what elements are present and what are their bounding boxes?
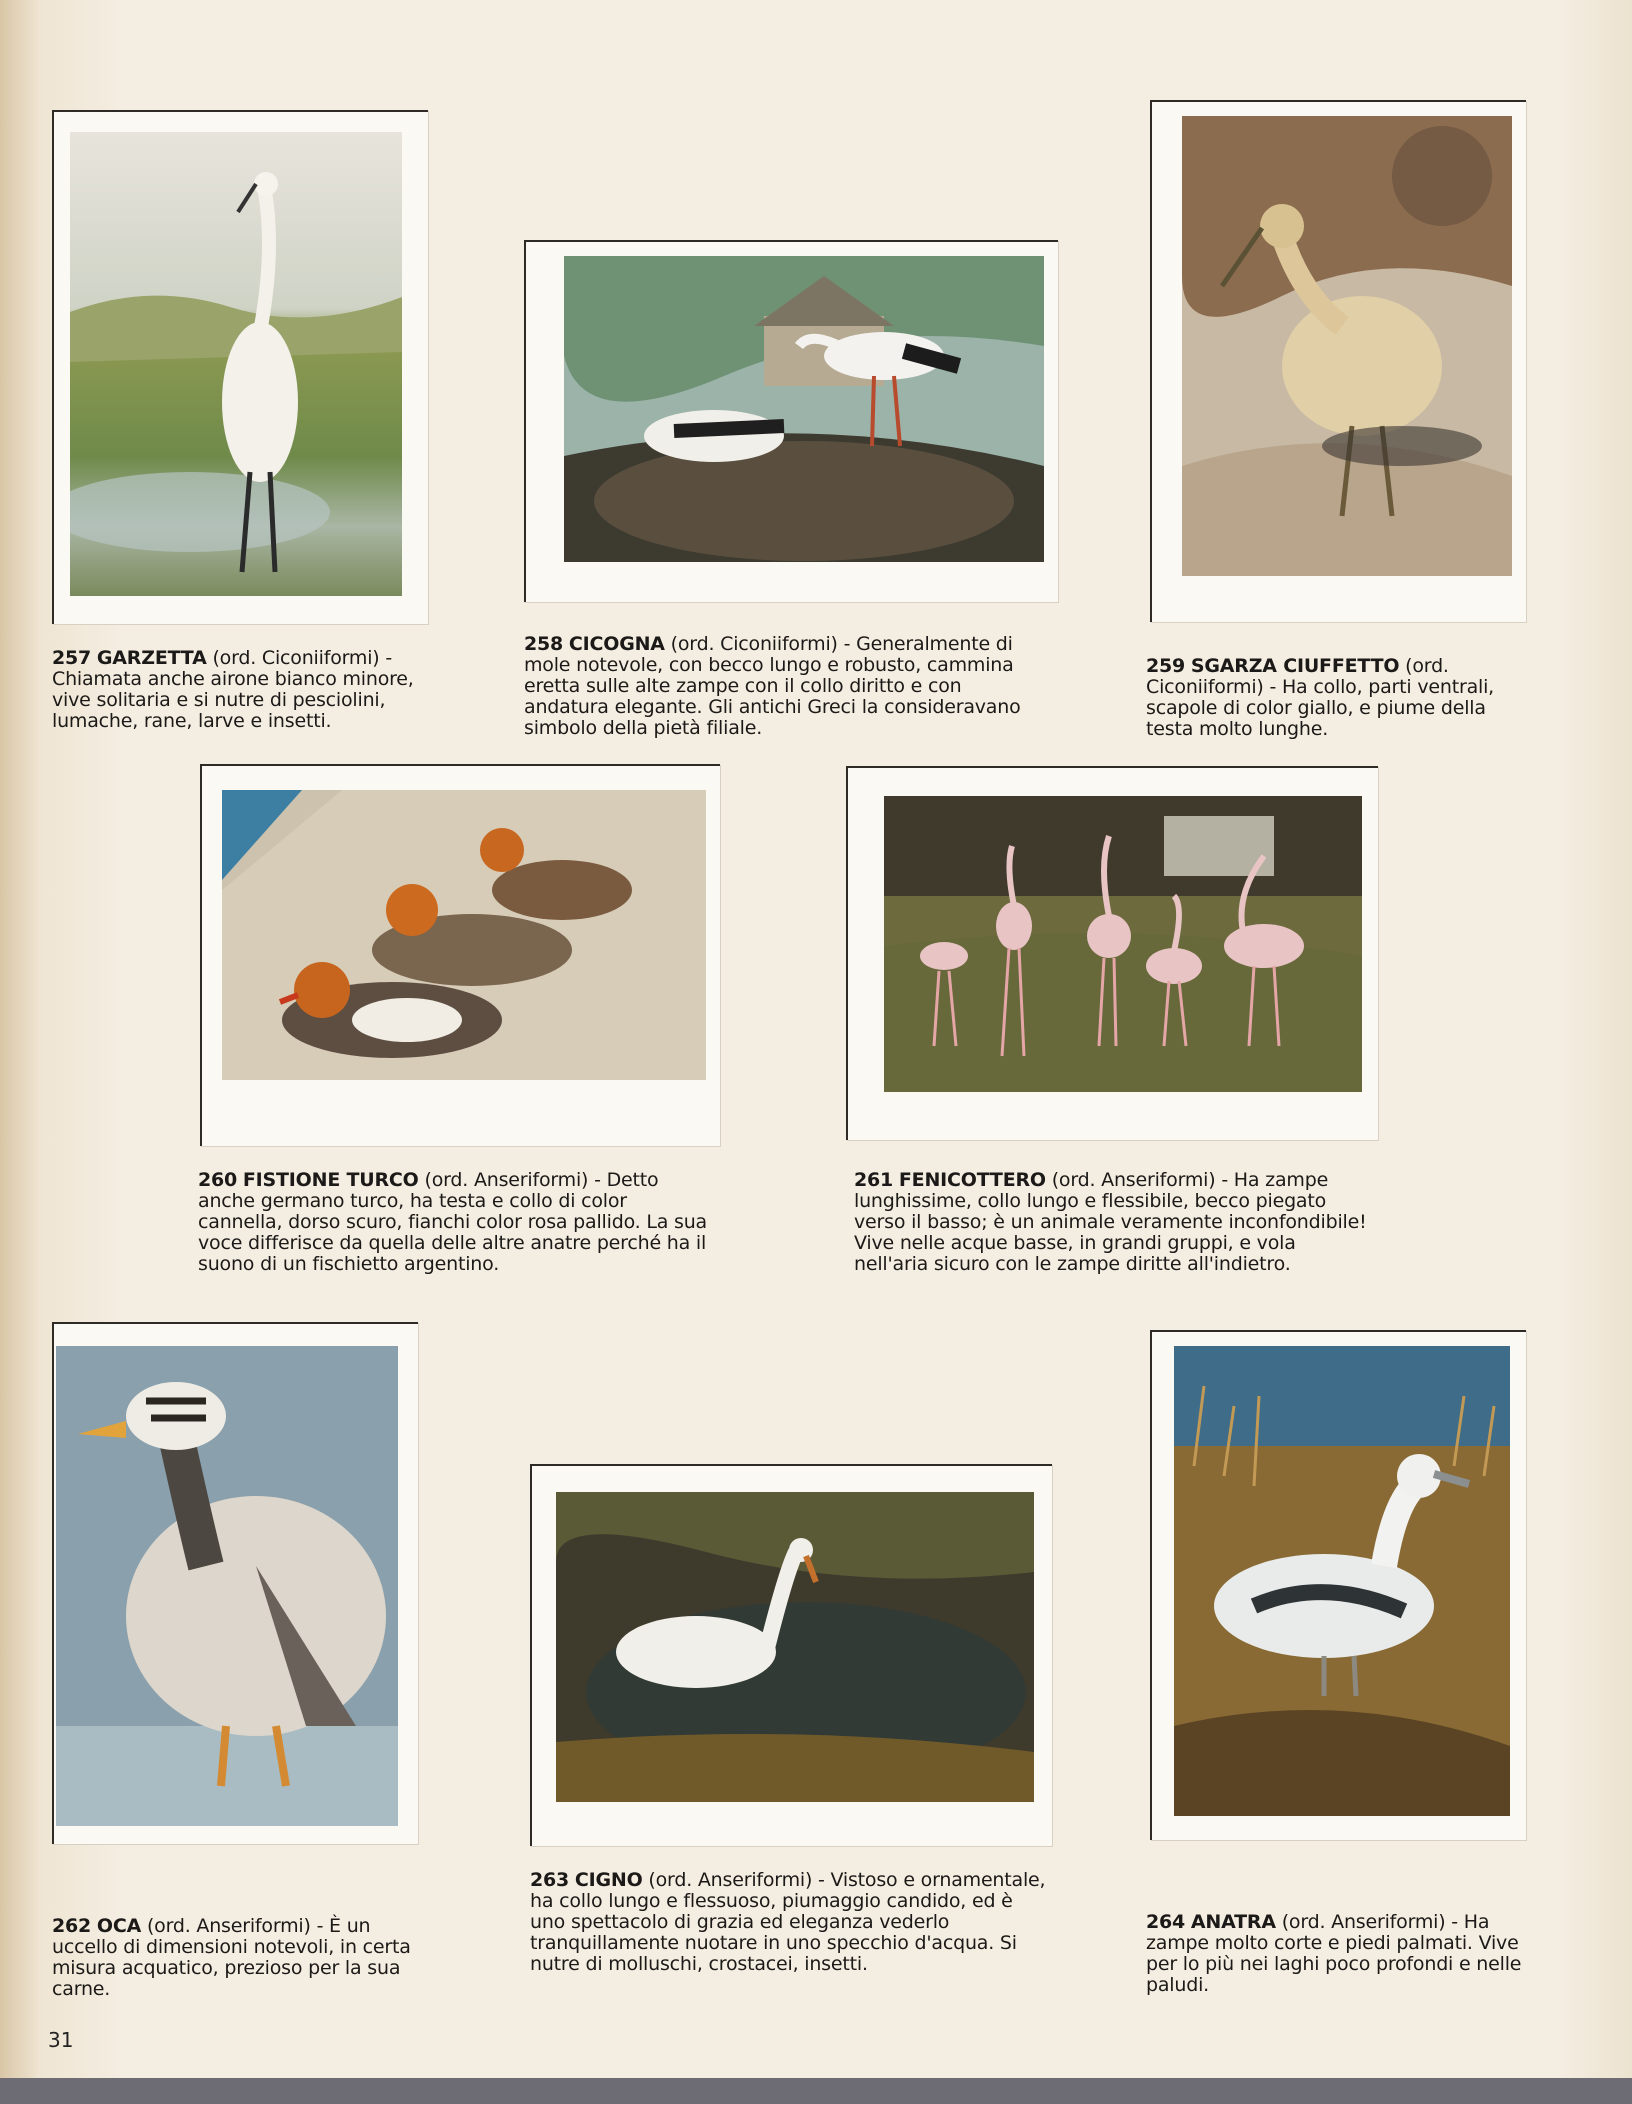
entry-name: CICOGNA bbox=[568, 633, 665, 655]
caption-263 bbox=[530, 1870, 1050, 1975]
swan-photo bbox=[556, 1492, 1034, 1802]
entry-number: 260 bbox=[198, 1169, 238, 1191]
entry-order: (ord. Ciconiiformi) bbox=[670, 633, 838, 655]
sticker-card-259 bbox=[1150, 100, 1526, 622]
entry-order: (ord. Ciconiiformi) bbox=[212, 647, 380, 669]
entry-number: 259 bbox=[1146, 655, 1186, 677]
entry-order: (ord. Anseriformi) bbox=[648, 1869, 813, 1891]
sticker-card-262 bbox=[52, 1322, 418, 1844]
bar-headed-goose-photo bbox=[56, 1346, 398, 1826]
entry-order: (ord. Anseriformi) bbox=[1051, 1169, 1216, 1191]
entry-number: 261 bbox=[854, 1169, 894, 1191]
entry-order: (ord. Anseriformi) bbox=[424, 1169, 589, 1191]
entry-order: (ord. Anseriformi) bbox=[1281, 1911, 1446, 1933]
entry-name: SGARZA CIUFFETTO bbox=[1190, 655, 1400, 677]
entry-name: OCA bbox=[96, 1915, 142, 1937]
egret-photo bbox=[70, 132, 402, 596]
entry-name: FENICOTTERO bbox=[898, 1169, 1046, 1191]
duck-reeds-photo bbox=[1174, 1346, 1510, 1816]
entry-text: - Detto anche germano turco, ha testa e collo di color cannella, dorso scuro, fianchi color rosa pallido. La sua voce differisce da quella delle altre anatre perché ha il suono di un fischietto argentino. bbox=[198, 1169, 707, 1275]
entry-number: 257 bbox=[52, 647, 92, 669]
caption-260 bbox=[198, 1170, 716, 1275]
entry-order: (ord. Ciconiiformi) bbox=[1146, 655, 1449, 698]
caption-259 bbox=[1146, 656, 1526, 740]
caption-264 bbox=[1146, 1912, 1528, 1996]
entry-number: 263 bbox=[530, 1869, 570, 1891]
entry-text: - Ha collo, parti ventrali, scapole di color giallo, e piume della testa molto lunghe. bbox=[1146, 676, 1495, 740]
entry-text: - Ha zampe molto corte e piedi palmati. Vive per lo più nei laghi poco profondi e nelle paludi. bbox=[1146, 1911, 1522, 1996]
bottom-edge bbox=[0, 2078, 1632, 2104]
entry-text: - Generalmente di mole notevole, con becco lungo e robusto, cammina eretta sulle alte zampe con il collo diritto e con andatura elegante. Gli antichi Greci la consideravano simbolo della pietà filiale. bbox=[524, 633, 1021, 739]
entry-number: 258 bbox=[524, 633, 564, 655]
entry-text: - Ha zampe lunghissime, collo lungo e flessibile, becco piegato verso il basso; è un animale veramente inconfondibile! Vive nelle acque basse, in grandi gruppi, e vola nell'aria sicuro con le zampe diritte all'indietro. bbox=[854, 1169, 1367, 1275]
entry-number: 262 bbox=[52, 1915, 92, 1937]
entry-text: - Vistoso e ornamentale, ha collo lungo e flessuoso, piumaggio candido, ed è uno spettacolo di grazia ed eleganza vederlo tranquillamente nuotare in uno specchio d'acqua. Si nutre di molluschi, crostacei, insetti. bbox=[530, 1869, 1046, 1975]
entry-name: ANATRA bbox=[1190, 1911, 1276, 1933]
entry-name: FISTIONE TURCO bbox=[242, 1169, 419, 1191]
sticker-card-260 bbox=[200, 764, 720, 1146]
sticker-card-263 bbox=[530, 1464, 1052, 1846]
entry-number: 264 bbox=[1146, 1911, 1186, 1933]
page-number: 31 bbox=[48, 2028, 74, 2052]
caption-258 bbox=[524, 634, 1036, 739]
entry-name: CIGNO bbox=[574, 1869, 643, 1891]
stork-nest-photo bbox=[564, 256, 1044, 562]
sticker-card-257 bbox=[52, 110, 428, 624]
entry-name: GARZETTA bbox=[96, 647, 207, 669]
flamingos-photo bbox=[884, 796, 1362, 1092]
caption-261 bbox=[854, 1170, 1374, 1275]
entry-text: - Chiamata anche airone bianco minore, vive solitaria e si nutre di pesciolini, lumache, rane, larve e insetti. bbox=[52, 647, 414, 732]
caption-262 bbox=[52, 1916, 432, 2000]
entry-text: - È un uccello di dimensioni notevoli, in certa misura acquatico, prezioso per la sua carne. bbox=[52, 1915, 411, 2000]
entry-order: (ord. Anseriformi) bbox=[146, 1915, 311, 1937]
squacco-heron-photo bbox=[1182, 116, 1512, 576]
caption-257 bbox=[52, 648, 432, 732]
sticker-card-261 bbox=[846, 766, 1378, 1140]
sticker-card-264 bbox=[1150, 1330, 1526, 1840]
red-crested-pochard-photo bbox=[222, 790, 706, 1080]
sticker-card-258 bbox=[524, 240, 1058, 602]
